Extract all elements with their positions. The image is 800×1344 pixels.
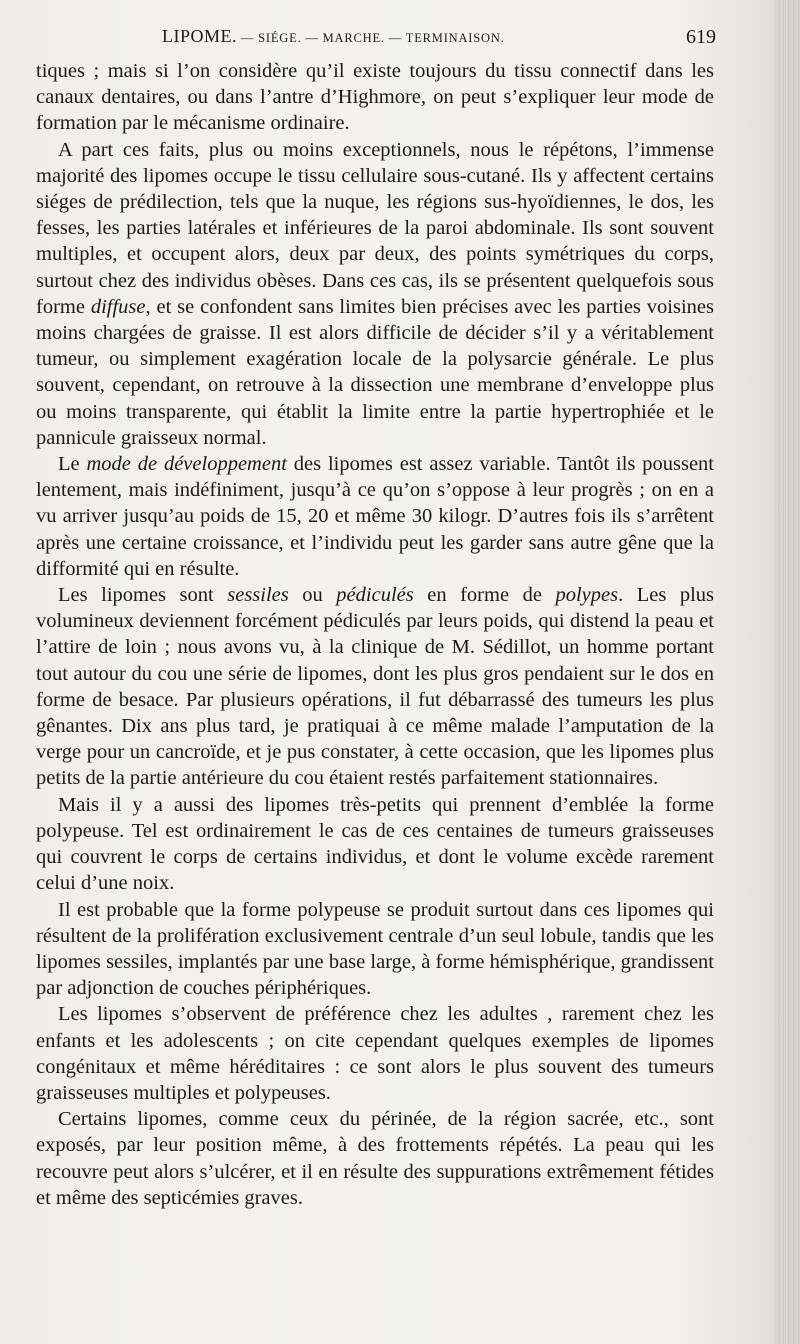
text-run: Mais il y a aussi des lipomes très-petits qui prennent d’emblée la forme polypeuse. Tel est ordinairement le cas de ces centaines de tumeurs graisseuses qui couvrent le corps de certains individus, et dont le volume excède rarement celui d’une noix. xyxy=(36,793,714,895)
paragraph xyxy=(36,897,714,1002)
page-edge-shadow xyxy=(774,0,800,1344)
text-run: Le xyxy=(58,453,87,476)
running-title-main: LIPOME. xyxy=(162,26,237,46)
italic-term: polypes xyxy=(555,584,619,607)
paragraph xyxy=(36,1001,714,1106)
text-run: en forme de xyxy=(413,584,556,607)
italic-term: sessiles xyxy=(227,584,289,607)
text-run: tiques ; mais si l’on considère qu’il existe toujours du tissu connectif dans les canaux dentaires, ou dans l’antre d’Highmore, on peut s’expliquer leur mode de formation par le mécanisme ordinaire. xyxy=(36,60,714,135)
text-run: , et se confondent sans limites bien précises avec les parties voisines moins chargées de graisse. Il est alors difficile de décider s’il y a véritablement tumeur, ou simplement exagération locale de la polysarcie générale. Le plus souvent, cependant, on retrouve à la dissection une membrane d’enveloppe plus ou moins transparente, qui établit la limite entre la partie hypertrophiée et le pannicule graisseux normal. xyxy=(36,295,714,449)
paragraph xyxy=(36,582,714,792)
paragraph xyxy=(36,58,714,137)
italic-term: pédiculés xyxy=(336,584,414,607)
text-run: Les lipomes s’observent de préférence chez les adultes , rarement chez les enfants et les adolescents ; on cite cependant quelques exemples de lipomes congénitaux et même héréditaires : ce sont alors le plus souvent des tumeurs graisseuses multiples et polypeuses. xyxy=(36,1003,714,1104)
paragraph xyxy=(36,451,714,582)
paragraph xyxy=(36,792,714,897)
text-run: des lipomes est assez variable. Tantôt ils poussent lentement, mais indéfiniment, jusqu’à ce qu’on s’oppose à leur progrès ; on en a vu arriver jusqu’au poids de 15, 20 et même 30 kilogr. D’autres fois ils s’arrêtent après une certaine croissance, et l’individu peut les garder sans autre gêne que la difformité qui en résulte. xyxy=(36,453,715,580)
text-run: A part ces faits, plus ou moins exceptionnels, nous le répétons, l’immense majorité des lipomes occupe le tissu cellulaire sous-cutané. Ils y affectent certains siéges de prédilection, tels que la nuque, les régions sus-hyoïdiennes, le dos, les fesses, les parties latérales et inférieures de la paroi abdominale. Ils sont souvent multiples, et occupent alors, deux par deux, des points symétriques du corps, surtout chez des individus obèses. Dans ces cas, ils se présentent quelquefois sous forme xyxy=(36,138,714,318)
paragraph xyxy=(36,1106,714,1211)
page-number: 619 xyxy=(686,26,716,48)
body-text xyxy=(36,58,714,1211)
text-run: . Les plus volumineux deviennent forcément pédiculés par leurs poids, qui distend la peau et l’attire de loin ; nous avons vu, à la clinique de M. Sédillot, un homme portant tout autour du cou une série de lipomes, dont les plus gros pendaient sur le dos en forme de besace. Par plusieurs opérations, il fut débarrassé des tumeurs les plus gênantes. Dix ans plus tard, je pratiquai à ce même malade l’amputation de la verge pour un cancroïde, et je pus constater, à cette occasion, que les lipomes plus petits de la partie antérieure du cou étaient restés parfaitement stationnaires. xyxy=(36,584,715,790)
running-title-sub: — SIÉGE. — MARCHE. — TERMINAISON. xyxy=(237,31,505,45)
text-run: ou xyxy=(288,584,337,607)
running-title xyxy=(162,26,505,47)
italic-term: diffuse xyxy=(90,295,146,318)
paragraph xyxy=(36,137,714,451)
text-run: Certains lipomes, comme ceux du périnée, de la région sacrée, etc., sont exposés, par leur position même, à des frottements répétés. La peau qui les recouvre peut alors s’ulcérer, et il en résulte des suppurations extrêmement fétides et même des septicémies graves. xyxy=(36,1108,714,1209)
running-header xyxy=(40,26,716,52)
text-run: Les lipomes sont xyxy=(58,584,228,607)
italic-term: mode de développement xyxy=(86,453,287,476)
text-run: Il est probable que la forme polypeuse se produit surtout dans ces lipomes qui résultent de la prolifération exclusivement centrale d’un seul lobule, tandis que les lipomes sessiles, implantés par une base large, à forme hémisphérique, grandissent par adjonction de couches périphériques. xyxy=(36,898,714,1000)
